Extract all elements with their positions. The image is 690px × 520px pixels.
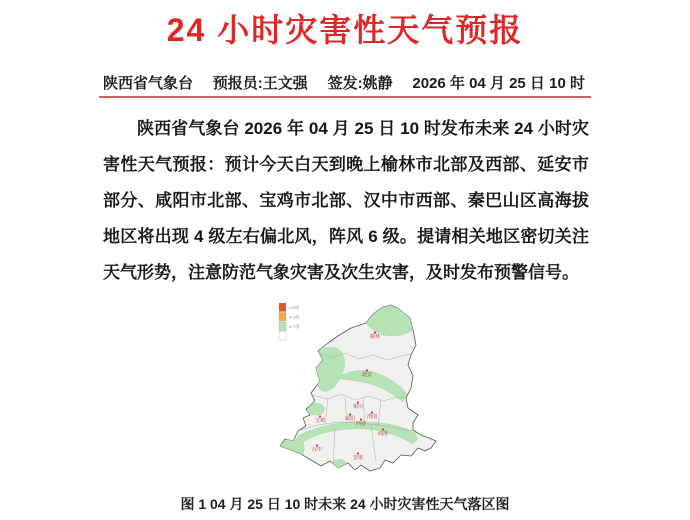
figure-caption: 图 1 04 月 25 日 10 时未来 24 小时灾害性天气落区图 (180, 496, 510, 512)
svg-text:铜川: 铜川 (352, 404, 364, 410)
legend-swatch (279, 313, 286, 322)
page-title: 24 小时灾害性天气预报 (166, 12, 524, 48)
svg-text:宝鸡: 宝鸡 (314, 418, 326, 424)
station-name: 陕西省气象台 (103, 75, 194, 92)
svg-text:西安: 西安 (355, 421, 367, 427)
legend-label: 6~7级 (289, 324, 300, 329)
svg-text:咸阳: 咸阳 (344, 416, 356, 422)
issue-datetime: 2026 年 04 月 25 日 10 时 (412, 75, 585, 92)
legend-label: ≥10级 (289, 305, 300, 310)
forecaster-name: 预报员:王文强 (212, 75, 308, 92)
svg-text:榆林: 榆林 (369, 334, 381, 340)
forecast-body-text: 陕西省气象台 2026 年 04 月 25 日 10 时发布未来 24 小时灾害性天气预报：预计今天白天到晚上榆林市北部及西部、延安市部分、咸阳市北部、宝鸡市北部、汉中市西部、秦巴山区高海拔地区将出现 4 级左右偏北风，阵风 6 级。提请相关地区密切关注天气形势，注意防范气象灾害及次生灾害，及时发布预警信号。 (103, 119, 589, 282)
legend-label: 8~9级 (289, 315, 300, 320)
legend-swatch (279, 322, 286, 331)
legend-swatch (279, 303, 286, 312)
svg-text:渭南: 渭南 (366, 414, 378, 420)
svg-text:汉中: 汉中 (311, 447, 323, 453)
svg-text:商洛: 商洛 (377, 431, 389, 437)
issue-meta-row (103, 72, 585, 93)
map-legend (279, 303, 299, 340)
shaanxi-map (273, 298, 459, 490)
header-divider (99, 96, 591, 98)
wind-zone-baoji-patch (307, 403, 324, 415)
legend-swatch (279, 332, 286, 341)
wind-zone-map-figure (273, 298, 459, 490)
issuer-name: 签发:姚静 (327, 75, 393, 92)
svg-text:延安: 延安 (361, 372, 373, 378)
svg-text:安康: 安康 (352, 455, 364, 461)
